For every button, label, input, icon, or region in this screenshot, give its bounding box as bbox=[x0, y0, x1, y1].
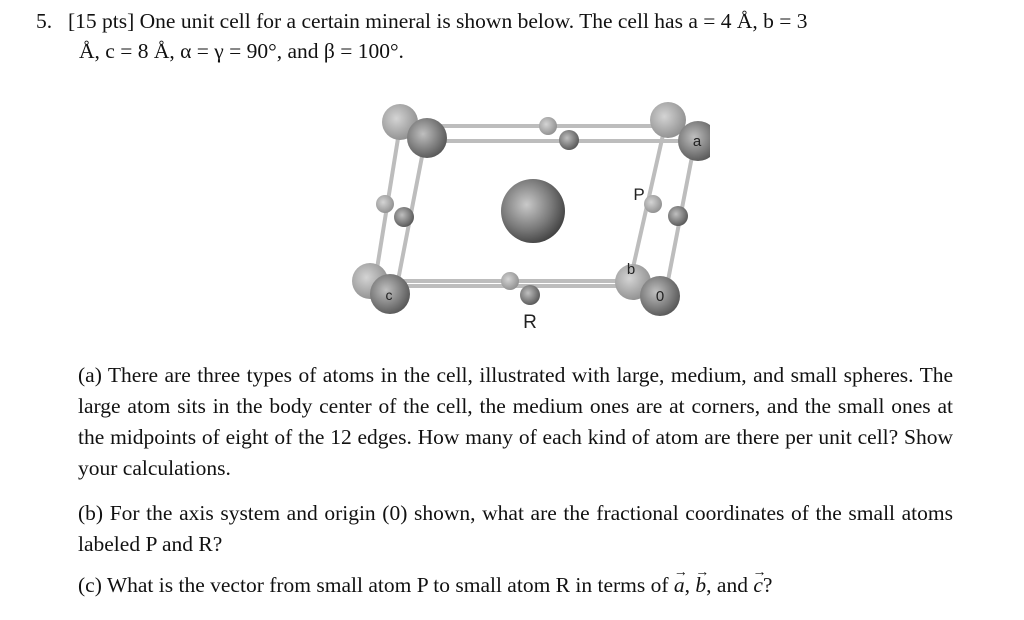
vector-a: a → bbox=[674, 570, 685, 601]
label-b: b bbox=[626, 261, 636, 278]
question-header bbox=[36, 6, 996, 66]
question-text-1: [15 pts] One unit cell for a certain mineral is shown below. The cell has a = 4 Å, b = 3 bbox=[68, 9, 808, 33]
label-P: P bbox=[633, 185, 645, 204]
label-c: c bbox=[385, 287, 393, 303]
vector-b: b → bbox=[695, 570, 706, 601]
edge-atom bbox=[559, 130, 579, 150]
edge-atom bbox=[539, 117, 557, 135]
part-c-suffix: ? bbox=[762, 573, 773, 597]
question-line-2: Å, c = 8 Å, α = γ = 90°, and β = 100°. bbox=[79, 39, 404, 63]
edge-atom bbox=[668, 206, 688, 226]
label-a: a bbox=[692, 133, 702, 150]
edge-atom bbox=[376, 195, 394, 213]
edge-atom bbox=[394, 207, 414, 227]
edge-atom bbox=[501, 272, 519, 290]
question-line-1 bbox=[36, 6, 996, 36]
part-a-text: (a) There are three types of atoms in the cell, illustrated with large, medium, and small spheres. The large atom sits in the body center of the cell, the medium ones are at corners, and the small ones at the midpoints of eight of the 12 edges. How many of each kind of atom are there per unit cell? Show your calculations. bbox=[78, 363, 953, 480]
part-c-prefix: (c) What is the vector from small atom P to small atom R in terms of bbox=[78, 573, 674, 597]
part-c bbox=[78, 570, 953, 601]
edge-atom-P bbox=[644, 195, 662, 213]
unit-cell-figure bbox=[330, 96, 710, 336]
vector-c: c → bbox=[753, 570, 763, 601]
separator: , and bbox=[706, 573, 754, 597]
separator: , bbox=[684, 573, 696, 597]
body-center-atom bbox=[501, 179, 565, 243]
part-b-text: (b) For the axis system and origin (0) shown, what are the fractional coordinates of the small atoms labeled P and R? bbox=[78, 501, 953, 556]
label-origin: 0 bbox=[655, 288, 665, 305]
unit-cell-diagram bbox=[330, 96, 710, 336]
label-R: R bbox=[523, 312, 537, 333]
edge-atom-R bbox=[520, 285, 540, 305]
corner-atom bbox=[407, 118, 447, 158]
question-number: 5. bbox=[36, 9, 53, 33]
